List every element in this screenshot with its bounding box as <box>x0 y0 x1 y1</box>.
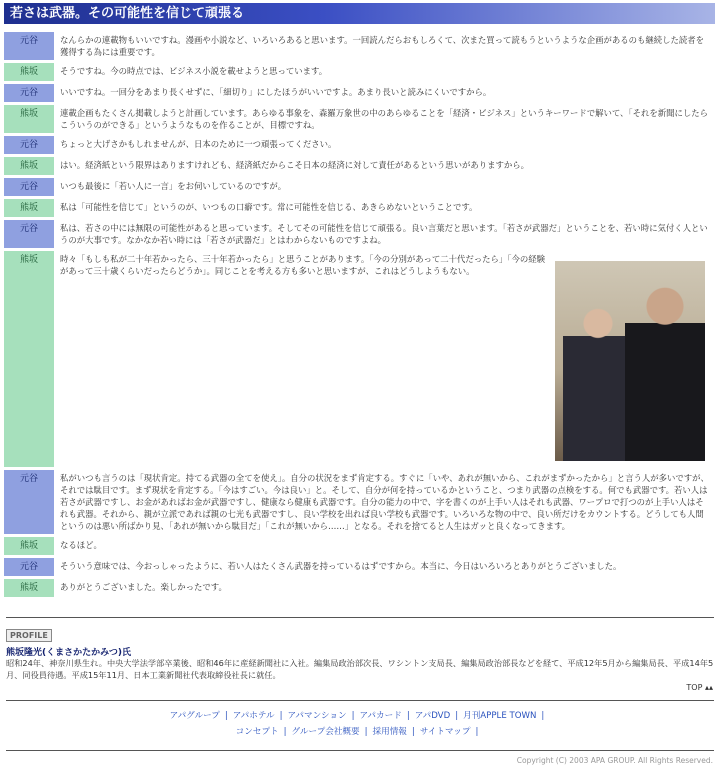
copyright: Copyright (C) 2003 APA GROUP. All Rights Reserved. <box>516 756 713 765</box>
dialogue-text-content: 連載企画もたくさん掲載しようと計画しています。あらゆる事象を、森羅万象世の中のあらゆることを「経済・ビジネス」というキーワードで解いて、「それを新聞にしたらこういうのができる」というようなものを作ることが、目標ですね。 <box>60 108 708 130</box>
dialogue-row <box>4 157 715 175</box>
speaker-label: 元谷 <box>4 32 54 60</box>
dialogue-text <box>54 220 715 248</box>
footer-divider-top <box>6 700 714 701</box>
dialogue-row <box>4 558 715 576</box>
dialogue-row <box>4 105 715 133</box>
photo-person-right <box>625 281 705 461</box>
profile-text: 昭和24年、神奈川県生れ。中央大学法学部卒業後、昭和46年に産経新聞社に入社。編集局政治部次長、ワシントン支局長、編集局政治部長などを経て、平成12年5月から編集局長、平成14年5月、同役員待遇。平成15年11月、日本工業新聞社代表取締役社長に就任。 <box>6 658 714 680</box>
dialogue-row <box>4 579 715 597</box>
dialogue-text <box>54 136 715 154</box>
footer-link[interactable]: サイトマップ <box>419 727 471 737</box>
dialogue-text <box>54 470 715 534</box>
up-arrow-icon: ▴▴ <box>704 683 713 692</box>
speaker-label: 熊坂 <box>4 199 54 217</box>
footer-separator: | <box>279 711 283 721</box>
dialogue-text <box>54 579 715 597</box>
dialogue-text <box>54 251 715 467</box>
page-title: 若さは武器。その可能性を信じて頑張る <box>4 3 715 24</box>
footer-separator: | <box>364 727 368 737</box>
dialogue-text-content: なるほど。 <box>60 540 102 550</box>
footer-link[interactable]: アパカード <box>359 711 402 721</box>
footer-separator: | <box>224 711 228 721</box>
dialogue-row <box>4 178 715 196</box>
footer-separator: | <box>455 711 459 721</box>
dialogue-text-content: ちょっと大げさかもしれませんが、日本のために一つ頑張ってください。 <box>60 139 337 149</box>
dialogue-row <box>4 32 715 60</box>
footer-nav-row-2 <box>0 724 719 740</box>
dialogue-text-content: なんらかの連載物もいいですね。漫画や小説など、いろいろあると思います。一回読んだらおもしろくて、次また買って読もうというような企画があるのも継続した読者を獲得する為には重要です。 <box>60 35 705 57</box>
speaker-label: 熊坂 <box>4 105 54 133</box>
speaker-label: 元谷 <box>4 178 54 196</box>
dialogue-row <box>4 220 715 248</box>
footer-separator: | <box>411 727 415 737</box>
dialogue-text-content: はい。経済紙という限界はありますけれども、経済紙だからこそ日本の経済に対して責任があるという思いがありますから。 <box>60 160 529 170</box>
dialogue-text <box>54 558 715 576</box>
dialogue-row <box>4 199 715 217</box>
footer-link[interactable]: 採用情報 <box>372 727 407 737</box>
footer-separator: | <box>475 727 479 737</box>
footer-separator: | <box>283 727 287 737</box>
speaker-label: 熊坂 <box>4 537 54 555</box>
dialogue-text <box>54 32 715 60</box>
footer-link[interactable]: アパホテル <box>232 711 275 721</box>
dialogue-row <box>4 537 715 555</box>
interview-photo <box>555 261 705 461</box>
dialogue-text-content: いつも最後に「若い人に一言」をお伺いしているのですが。 <box>60 181 287 191</box>
footer-divider-bottom <box>6 750 714 751</box>
dialogue-table <box>4 29 715 600</box>
footer-separator: | <box>351 711 355 721</box>
top-link[interactable] <box>686 683 713 692</box>
profile-name: 熊坂隆光(くまさかたかみつ)氏 <box>6 648 132 658</box>
dialogue-text-content: そういう意味では、今おっしゃったように、若い人はたくさん武器を持っているはずですから。本当に、今日はいろいろとありがとうございました。 <box>60 561 622 571</box>
dialogue-text <box>54 537 715 555</box>
dialogue-text-content: そうですね。今の時点では、ビジネス小説を載せようと思っています。 <box>60 66 328 76</box>
dialogue-text <box>54 105 715 133</box>
speaker-label: 元谷 <box>4 558 54 576</box>
dialogue-text-content: 私は「可能性を信じて」というのが、いつもの口癖です。常に可能性を信じる、あきらめないということです。 <box>60 202 478 212</box>
speaker-label: 元谷 <box>4 136 54 154</box>
photo-person-left <box>563 301 633 461</box>
speaker-label: 熊坂 <box>4 251 54 467</box>
speaker-label: 元谷 <box>4 84 54 102</box>
dialogue-text-content: 私は、若さの中には無限の可能性があると思っています。そしてその可能性を信じて頑張る。良い言葉だと思います。「若さが武器だ」ということを、若い時に気付く人というのが大事です。なかなか若い時には「若さが武器だ」とはわからないものですよね。 <box>60 223 708 245</box>
dialogue-row <box>4 251 715 467</box>
top-link-label: TOP <box>686 683 703 692</box>
dialogue-text <box>54 199 715 217</box>
dialogue-text-content: ありがとうございました。楽しかったです。 <box>60 582 227 592</box>
footer-nav-row-1 <box>0 708 719 724</box>
dialogue-text <box>54 84 715 102</box>
profile-label: PROFILE <box>6 629 52 642</box>
speaker-label: 元谷 <box>4 470 54 534</box>
footer-separator: | <box>406 711 410 721</box>
dialogue-row <box>4 136 715 154</box>
footer-link[interactable]: アパDVD <box>414 711 451 721</box>
footer-link[interactable]: アパグループ <box>169 711 220 721</box>
dialogue-row <box>4 84 715 102</box>
speaker-label: 熊坂 <box>4 579 54 597</box>
dialogue-row <box>4 470 715 534</box>
dialogue-text <box>54 157 715 175</box>
dialogue-text-content: いいですね。一回分をあまり長くせずに、「細切り」にしたほうがいいですよ。あまり長いと読みにくいですから。 <box>60 87 492 97</box>
footer-link[interactable]: コンセプト <box>235 727 279 737</box>
footer-link[interactable]: アパマンション <box>287 711 347 721</box>
speaker-label: 元谷 <box>4 220 54 248</box>
section-divider <box>6 617 714 618</box>
footer-link[interactable]: グループ会社概要 <box>291 727 360 737</box>
speaker-label: 熊坂 <box>4 157 54 175</box>
footer-link[interactable]: 月刊APPLE TOWN <box>463 711 537 721</box>
dialogue-row <box>4 63 715 81</box>
dialogue-text <box>54 178 715 196</box>
dialogue-text-content: 私がいつも言うのは「現状肯定。持てる武器の全てを使え」。自分の状況をまず肯定する。すぐに「いや、あれが無いから、これがまずかったから」と言う人が多いですが、それでは駄目です。まず現状を肯定する。「今はすごい。今は良い」と。そして、自分が何を持っているかということ、つまり武器の点検をする。何でも武器です。若い人は若さが武器ですし、お金があればお金が武器ですし、健康なら健康も武器です。自分の能力の中で、字を書くのが上手い人はそれも武器、ワープロで打つのが上手い人はそれも武器。それから、親が立派であれば親の七光も武器ですし、良い学校を出れば良い学校も武器です。いろいろな物の中で、良い所だけをカウントする。どうしても人間というのは悪い所ばかり見、「あれが無いから駄目だ」「これが無いから……」となる。それを捨てると人生はガッと良くなってきます。 <box>60 473 709 531</box>
footer-nav <box>0 708 719 740</box>
dialogue-text <box>54 63 715 81</box>
speaker-label: 熊坂 <box>4 63 54 81</box>
dialogue-text-content: 時々「もしも私が二十年若かったら、三十年若かったら」と思うことがあります。「今の分別があって二十代だったら」「今の経験があって三十歳くらいだったらどうか」。同じことを考える方も多いと思いますが、これはどうしようもない。 <box>60 254 545 276</box>
footer-separator: | <box>541 711 545 721</box>
